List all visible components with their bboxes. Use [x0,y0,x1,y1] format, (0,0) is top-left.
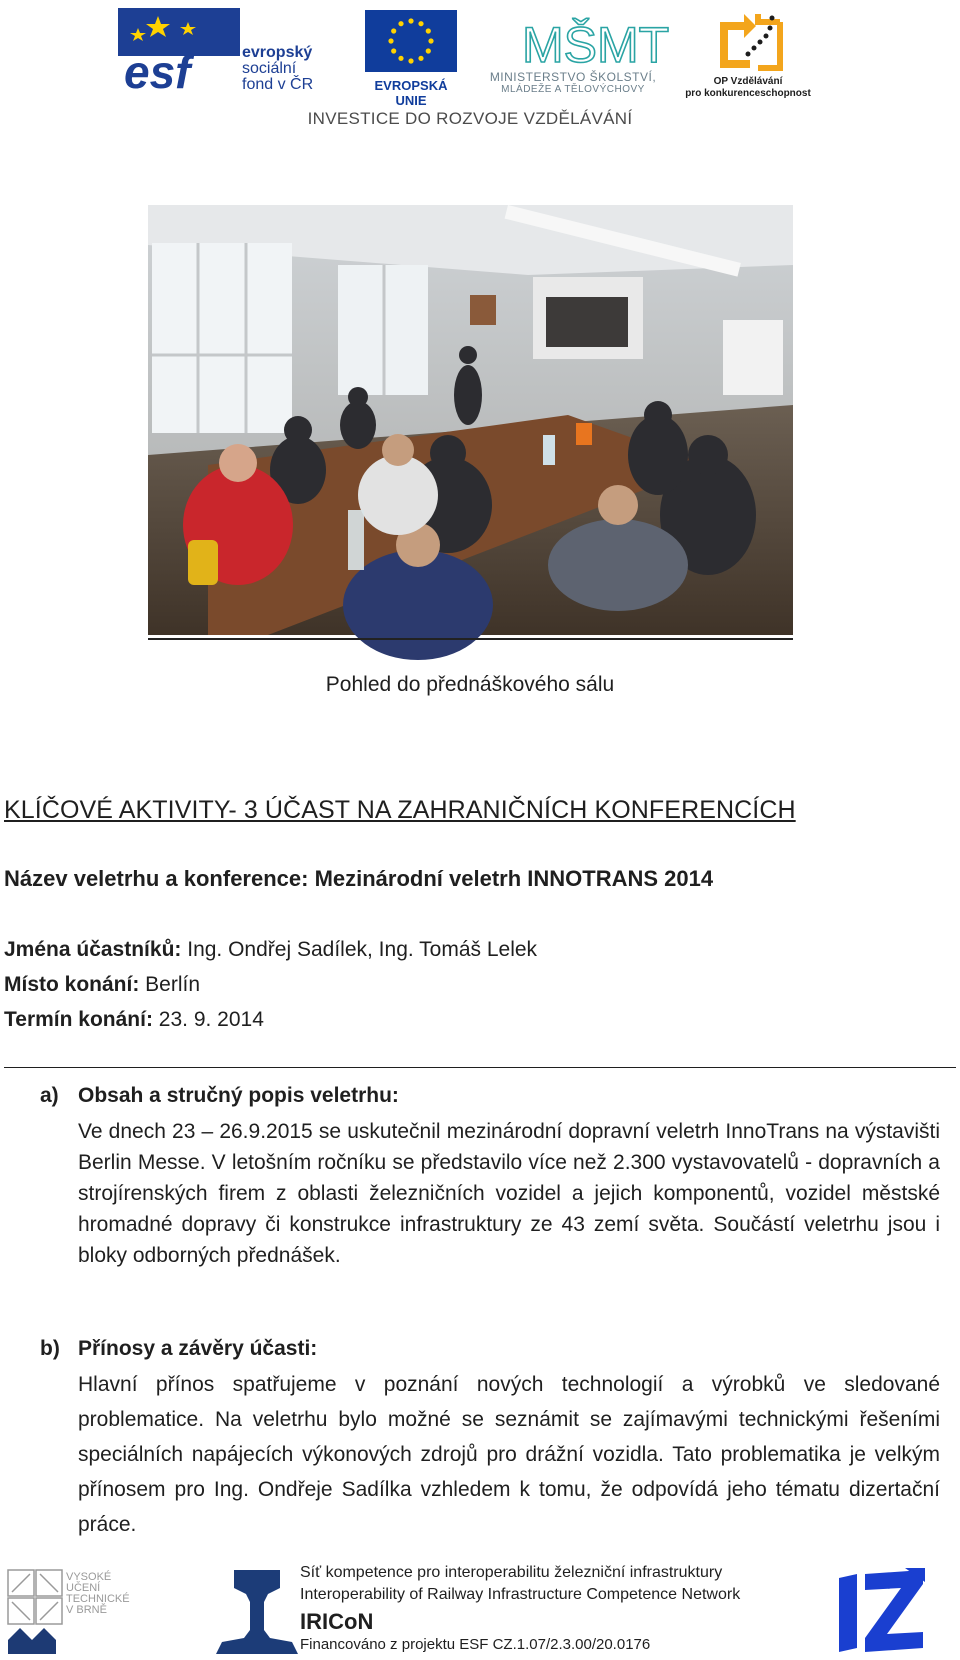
document-title: KLÍČOVÉ AKTIVITY- 3 ÚČAST NA ZAHRANIČNÍCH KONFERENCÍCH [4,796,796,824]
vut-line-2: UČENÍ [66,1582,101,1594]
participants-line [4,938,537,962]
esf-line-1: evropský [242,44,313,61]
esf-abbrev: esf [124,46,191,98]
place-value: Berlín [139,973,201,996]
lecture-hall-photo [148,205,793,635]
place-line [4,973,200,997]
esf-wordmark [242,45,313,93]
section-a-body: Ve dnech 23 – 26.9.2015 se uskutečnil mezinárodní dopravní veletrh InnoTrans na výstavišti Berlin Messe. V letošním ročníku se představilo více než 2.300 vystavovatelů - dopravních a strojírenských firem z oblasti železničních vozidel a jejich komponentů, vozidel městské hromadné dopravy či konstrukce infrastruktury ze 43 zemí světa. Součástí veletrhu jsou i bloky odborných přednášek. [78,1120,940,1267]
eu-label: EVROPSKÁ UNIE [374,78,448,108]
date-line [4,1008,264,1032]
eu-star [391,48,396,53]
section-a-letter: a) [40,1084,59,1107]
photo-underline [148,638,793,640]
vut-line-4: V BRNĚ [66,1604,107,1616]
eu-star [391,28,396,33]
participants-value: Ing. Ondřej Sadílek, Ing. Tomáš Lelek [181,938,538,961]
op-vk-logo [710,8,790,84]
esf-logo [118,8,240,98]
eu-star [388,38,393,43]
horizontal-rule [4,1067,956,1068]
msmt-logo [520,8,670,73]
rail-profile-logo [212,1568,302,1656]
izi-logo [835,1568,927,1654]
section-b-letter: b) [40,1337,60,1360]
msmt-line-1: MINISTERSTVO ŠKOLSTVÍ, [489,70,657,84]
section-b-heading: Přínosy a závěry účasti: [78,1337,318,1360]
section-b-body: Hlavní přínos spatřujeme v poznání nových technologií a výrobků ve sledované problematice. Na veletrhu bylo možné se seznámit se zajímavými technickými řešeními speciálních napájecích výkonových zdrojů pro drážní vozidla. Tato problematika je velkým přínosem pro Ing. Ondřeje Sadílka vzhledem k tomu, že odpovídá jeho tématu dizertační práce. [78,1373,940,1536]
msmt-line-2: MLÁDEŽE A TĚLOVÝCHOVY [501,84,645,95]
eu-star [426,28,431,33]
eu-star [398,21,403,26]
date-value: 23. 9. 2014 [152,1008,264,1031]
photo-caption: Pohled do přednáškového sálu [325,673,615,696]
esf-line-3: fond v ČR [242,76,314,93]
network-name-en: Interoperability of Railway Infrastructure Competence Network [300,1586,741,1603]
eu-star [418,56,423,61]
eu-star [408,58,413,63]
vut-line-3: TECHNICKÉ [66,1593,130,1605]
eu-star [408,18,413,23]
op-line-1: OP Vzdělávání [713,76,783,87]
eu-star [398,56,403,61]
date-label: Termín konání: [4,1008,153,1031]
eu-star [428,38,433,43]
place-label: Místo konání: [4,973,140,996]
participants-label: Jména účastníků: [4,938,182,961]
iricon-abbrev: IRICoN [300,1609,374,1634]
eu-star [418,21,423,26]
section-a-heading: Obsah a stručný popis veletrhu: [78,1084,399,1107]
network-name-cz: Síť kompetence pro interoperabilitu železniční infrastruktury [300,1564,723,1581]
funding-note: Financováno z projektu ESF CZ.1.07/2.3.00/20.0176 [300,1636,651,1653]
op-line-2: pro konkurenceschopnost [685,88,811,99]
tagline: INVESTICE DO ROZVOJE VZDĚLÁVÁNÍ [307,109,633,128]
eu-flag-logo [365,10,457,72]
esf-line-2: sociální [242,60,297,77]
vut-line-1: VYSOKÉ [66,1571,112,1583]
document-subtitle: Název veletrhu a konference: Mezinárodní veletrh INNOTRANS 2014 [4,866,714,891]
msmt-abbrev: MŠMT [522,17,670,73]
vut-brno-logo [6,1566,156,1656]
eu-star [426,48,431,53]
